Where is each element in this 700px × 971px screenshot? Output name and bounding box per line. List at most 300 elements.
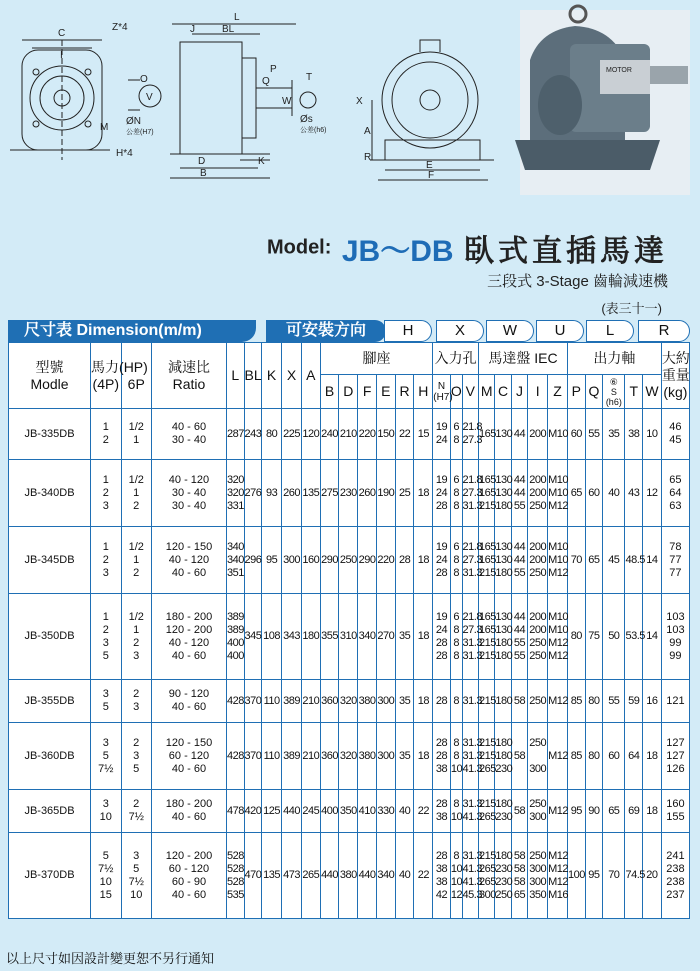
cell-hp4: 1 2 3 5 — [91, 594, 121, 680]
technical-drawings — [0, 0, 700, 200]
cell-w: 16 — [643, 680, 662, 723]
group-motor-flange: 馬達盤 IEC — [478, 343, 567, 375]
cell-hp4: 5 7½ 10 15 — [91, 833, 121, 919]
cell-q: 90 — [585, 790, 603, 833]
cell-p: 60 — [568, 409, 586, 460]
cell-m: 165 165 215 — [478, 527, 494, 594]
cell-c: 180 230 230 250 — [495, 833, 511, 919]
cell-r: 40 — [395, 790, 414, 833]
cell-d: 350 — [339, 790, 358, 833]
cell-bl: 370 — [244, 723, 262, 790]
cell-s: 70 — [603, 833, 625, 919]
cell-b: 440 — [320, 833, 339, 919]
cell-q: 60 — [585, 460, 603, 527]
cell-ratio: 90 - 120 40 - 60 — [151, 680, 226, 723]
dim-label-f: F — [428, 170, 435, 181]
cell-model: JB-360DB — [9, 723, 91, 790]
table-row — [9, 409, 690, 460]
cell-w: 20 — [643, 833, 662, 919]
cell-i: 250 — [528, 680, 548, 723]
cell-b: 400 — [320, 790, 339, 833]
cell-o: 8 10 — [450, 790, 462, 833]
col-v: V — [462, 375, 478, 409]
cell-c: 180 180 230 — [495, 723, 511, 790]
cell-ratio: 40 - 60 30 - 40 — [151, 409, 226, 460]
cell-l: 320 320 331 — [226, 460, 244, 527]
cell-v: 31.3 31.3 41.3 — [462, 723, 478, 790]
motor-nameplate: MOTOR — [606, 67, 632, 74]
dim-label-l: L — [234, 12, 240, 23]
cell-c: 130 130 180 — [495, 460, 511, 527]
col-i: I — [528, 375, 548, 409]
cell-h: 18 — [414, 723, 433, 790]
col-ratio: 減速比 Ratio — [151, 343, 226, 409]
cell-k: 110 — [262, 680, 282, 723]
cell-x: 343 — [282, 594, 302, 680]
cell-o: 6 8 — [450, 409, 462, 460]
cell-m: 165 165 215 — [478, 460, 494, 527]
cell-hp6: 1/2 1 2 3 — [121, 594, 151, 680]
dim-label-e: E — [426, 160, 433, 171]
cell-j: 44 44 55 — [511, 527, 527, 594]
cell-bl: 276 — [244, 460, 262, 527]
direction-r: R — [638, 320, 690, 342]
cell-r: 22 — [395, 409, 414, 460]
cell-x: 389 — [282, 680, 302, 723]
cell-m: 215 265 — [478, 790, 494, 833]
cell-n: 28 38 38 42 — [433, 833, 451, 919]
cell-a: 210 — [301, 723, 320, 790]
cell-e: 340 — [376, 833, 395, 919]
table-row — [9, 594, 690, 680]
cell-model: JB-370DB — [9, 833, 91, 919]
page-title — [0, 226, 668, 270]
cell-b: 355 — [320, 594, 339, 680]
cell-c: 130 — [495, 409, 511, 460]
cell-hp6: 2 3 — [121, 680, 151, 723]
cell-q: 55 — [585, 409, 603, 460]
cell-bl: 296 — [244, 527, 262, 594]
cell-s: 40 — [603, 460, 625, 527]
cell-v: 31.3 — [462, 680, 478, 723]
dim-label-w: W — [282, 96, 292, 107]
col-c: C — [495, 375, 511, 409]
cell-i: 250 300 — [528, 790, 548, 833]
col-b: B — [320, 375, 339, 409]
cell-bl: 470 — [244, 833, 262, 919]
cell-hp6: 2 7½ — [121, 790, 151, 833]
cell-w: 12 — [643, 460, 662, 527]
table-row — [9, 527, 690, 594]
cell-bl: 370 — [244, 680, 262, 723]
cell-ratio: 40 - 120 30 - 40 30 - 40 — [151, 460, 226, 527]
dim-label-p: P — [270, 64, 277, 75]
cell-w: 14 — [643, 527, 662, 594]
cell-d: 250 — [339, 527, 358, 594]
model-name-cn: 臥式直插馬達 — [464, 235, 668, 268]
dim-label-h4: H*4 — [116, 148, 133, 159]
cell-o: 8 — [450, 680, 462, 723]
cell-ratio: 120 - 200 60 - 120 60 - 90 40 - 60 — [151, 833, 226, 919]
cell-f: 380 — [358, 680, 377, 723]
cell-kg: 65 64 63 — [661, 460, 689, 527]
cell-kg: 241 238 238 237 — [661, 833, 689, 919]
col-n: N (H7) — [433, 375, 451, 409]
cell-hp4: 3 10 — [91, 790, 121, 833]
cell-w: 14 — [643, 594, 662, 680]
cell-h: 18 — [414, 680, 433, 723]
cell-h: 18 — [414, 460, 433, 527]
cell-d: 320 — [339, 723, 358, 790]
cell-z: M10 M10 M12 — [548, 460, 568, 527]
cell-z: M12 — [548, 680, 568, 723]
cell-l: 287 — [226, 409, 244, 460]
cell-s: 60 — [603, 723, 625, 790]
col-weight: 大約 重量 (kg) — [661, 343, 689, 409]
cell-l: 478 — [226, 790, 244, 833]
cell-model: JB-340DB — [9, 460, 91, 527]
dim-label-c: C — [58, 28, 66, 39]
cell-kg: 160 155 — [661, 790, 689, 833]
dim-label-z4: Z*4 — [112, 22, 128, 33]
col-f: F — [358, 375, 377, 409]
cell-a: 265 — [301, 833, 320, 919]
col-hp-4p: 馬力(HP) (4P) — [91, 343, 121, 409]
cell-l: 428 — [226, 680, 244, 723]
dimension-table-tab: 尺寸表 Dimension(m/m) — [8, 320, 256, 342]
cell-t: 43 — [625, 460, 643, 527]
cell-x: 300 — [282, 527, 302, 594]
cell-z: M12 — [548, 790, 568, 833]
cell-a: 160 — [301, 527, 320, 594]
cell-d: 380 — [339, 833, 358, 919]
col-w: W — [643, 375, 662, 409]
cell-o: 6 8 8 — [450, 460, 462, 527]
cell-m: 215 265 265 300 — [478, 833, 494, 919]
cell-r: 25 — [395, 460, 414, 527]
col-e: E — [376, 375, 395, 409]
cell-hp4: 1 2 — [91, 409, 121, 460]
cell-t: 48.5 — [625, 527, 643, 594]
cell-n: 19 24 — [433, 409, 451, 460]
cell-bl: 243 — [244, 409, 262, 460]
cell-d: 320 — [339, 680, 358, 723]
cell-r: 35 — [395, 723, 414, 790]
cell-kg: 127 127 126 — [661, 723, 689, 790]
cell-w: 18 — [643, 723, 662, 790]
table-row — [9, 680, 690, 723]
cell-n: 28 — [433, 680, 451, 723]
dim-label-s: Øs — [300, 114, 313, 125]
cell-r: 28 — [395, 527, 414, 594]
col-bl: BL — [244, 343, 262, 409]
dimension-table — [8, 342, 690, 919]
gear-motor-photo — [515, 6, 690, 195]
cell-model: JB-345DB — [9, 527, 91, 594]
col-hp-6p: 6P — [121, 343, 151, 409]
cell-a: 135 — [301, 460, 320, 527]
cell-model: JB-355DB — [9, 680, 91, 723]
table-row — [9, 460, 690, 527]
cell-e: 190 — [376, 460, 395, 527]
cell-z: M12 M12 M12 M16 — [548, 833, 568, 919]
cell-ratio: 180 - 200 40 - 60 — [151, 790, 226, 833]
cell-s: 50 — [603, 594, 625, 680]
cell-r: 40 — [395, 833, 414, 919]
cell-model: JB-365DB — [9, 790, 91, 833]
cell-z: M12 — [548, 723, 568, 790]
footnote: 以上尺寸如因設計變更恕不另行通知 — [6, 951, 215, 966]
cell-k: 93 — [262, 460, 282, 527]
cell-p: 85 — [568, 680, 586, 723]
dim-label-m: M — [100, 122, 109, 133]
cell-a: 120 — [301, 409, 320, 460]
col-j: J — [511, 375, 527, 409]
model-label: Model: — [266, 236, 332, 259]
cell-m: 215 — [478, 680, 494, 723]
group-input-hole: 入力孔 — [433, 343, 479, 375]
cell-p: 95 — [568, 790, 586, 833]
side-view-drawing — [170, 24, 316, 178]
cell-r: 35 — [395, 594, 414, 680]
end-view-drawing — [370, 40, 494, 180]
table-row — [9, 723, 690, 790]
group-base: 腳座 — [320, 343, 433, 375]
cell-j: 58 — [511, 680, 527, 723]
cell-p: 80 — [568, 594, 586, 680]
cell-bl: 420 — [244, 790, 262, 833]
cell-j: 44 44 55 — [511, 460, 527, 527]
cell-model: JB-350DB — [9, 594, 91, 680]
table-number: (表三十一) — [601, 301, 662, 316]
cell-t: 38 — [625, 409, 643, 460]
cell-v: 21.8 27.3 31.3 — [462, 527, 478, 594]
cell-d: 210 — [339, 409, 358, 460]
cell-w: 18 — [643, 790, 662, 833]
col-h: H — [414, 375, 433, 409]
cell-q: 65 — [585, 527, 603, 594]
dim-label-n-tol: 公差(H7) — [126, 129, 154, 136]
cell-f: 290 — [358, 527, 377, 594]
cell-c: 180 — [495, 680, 511, 723]
dim-label-a: A — [364, 126, 371, 137]
front-view-drawing — [10, 40, 161, 160]
cell-m: 215 215 265 — [478, 723, 494, 790]
col-m: M — [478, 375, 494, 409]
cell-hp6: 1/2 1 2 — [121, 527, 151, 594]
dim-label-d: D — [198, 156, 206, 167]
cell-model: JB-335DB — [9, 409, 91, 460]
cell-i: 200 200 250 250 — [528, 594, 548, 680]
cell-b: 240 — [320, 409, 339, 460]
cell-o: 8 8 10 — [450, 723, 462, 790]
col-x: X — [282, 343, 302, 409]
dim-label-b: B — [200, 168, 207, 179]
cell-v: 21.8 27.3 — [462, 409, 478, 460]
cell-x: 389 — [282, 723, 302, 790]
cell-c: 130 130 180 180 — [495, 594, 511, 680]
direction-x: X — [436, 320, 484, 342]
col-o: O — [450, 375, 462, 409]
dim-label-t: T — [306, 72, 313, 83]
dim-label-bl: BL — [222, 24, 235, 35]
dim-label-x: X — [356, 96, 363, 107]
cell-h: 22 — [414, 833, 433, 919]
cell-f: 340 — [358, 594, 377, 680]
cell-l: 428 — [226, 723, 244, 790]
cell-x: 440 — [282, 790, 302, 833]
cell-k: 108 — [262, 594, 282, 680]
dim-label-s-tol: 公差(h6) — [300, 127, 327, 134]
cell-e: 300 — [376, 680, 395, 723]
cell-t: 53.5 — [625, 594, 643, 680]
cell-z: M10 M10 M12 — [548, 527, 568, 594]
cell-e: 220 — [376, 527, 395, 594]
cell-i: 200 200 250 — [528, 527, 548, 594]
cell-hp6: 1/2 1 — [121, 409, 151, 460]
cell-j: 44 44 55 55 — [511, 594, 527, 680]
cell-r: 35 — [395, 680, 414, 723]
cell-x: 225 — [282, 409, 302, 460]
table-row — [9, 833, 690, 919]
cell-e: 270 — [376, 594, 395, 680]
cell-kg: 103 103 99 99 — [661, 594, 689, 680]
cell-v: 21.8 27.3 31.3 31.3 — [462, 594, 478, 680]
dim-label-j: J — [190, 24, 195, 35]
col-l: L — [226, 343, 244, 409]
cell-s: 45 — [603, 527, 625, 594]
col-a: A — [301, 343, 320, 409]
col-s: ⑥ S (h6) — [603, 375, 625, 409]
cell-j: 58 — [511, 790, 527, 833]
dimension-tab-bar — [8, 320, 690, 342]
cell-v: 31.3 41.3 41.3 45.3 — [462, 833, 478, 919]
cell-h: 18 — [414, 594, 433, 680]
col-q: Q — [585, 375, 603, 409]
cell-n: 28 38 — [433, 790, 451, 833]
cell-hp4: 1 2 3 — [91, 460, 121, 527]
cell-kg: 46 45 — [661, 409, 689, 460]
cell-n: 19 24 28 — [433, 460, 451, 527]
dim-label-o: O — [140, 74, 148, 85]
cell-t: 69 — [625, 790, 643, 833]
cell-e: 150 — [376, 409, 395, 460]
cell-hp4: 3 5 — [91, 680, 121, 723]
cell-a: 210 — [301, 680, 320, 723]
cell-b: 360 — [320, 680, 339, 723]
cell-f: 410 — [358, 790, 377, 833]
cell-q: 80 — [585, 723, 603, 790]
col-k: K — [262, 343, 282, 409]
dim-label-n: ØN — [126, 116, 141, 127]
cell-s: 65 — [603, 790, 625, 833]
cell-t: 59 — [625, 680, 643, 723]
cell-hp6: 1/2 1 2 — [121, 460, 151, 527]
col-p: P — [568, 375, 586, 409]
dim-label-k: K — [258, 156, 265, 167]
cell-m: 165 165 215 215 — [478, 594, 494, 680]
cell-q: 80 — [585, 680, 603, 723]
cell-j: 58 58 58 65 — [511, 833, 527, 919]
cell-b: 360 — [320, 723, 339, 790]
cell-o: 8 10 10 12 — [450, 833, 462, 919]
cell-t: 64 — [625, 723, 643, 790]
cell-e: 330 — [376, 790, 395, 833]
subtitle: 三段式 3-Stage 齒輪減速機 — [487, 273, 668, 290]
cell-j: 58 — [511, 723, 527, 790]
cell-z: M10 M10 M12 M12 — [548, 594, 568, 680]
col-z: Z — [548, 375, 568, 409]
cell-t: 74.5 — [625, 833, 643, 919]
col-r: R — [395, 375, 414, 409]
cell-d: 230 — [339, 460, 358, 527]
cell-h: 15 — [414, 409, 433, 460]
cell-q: 75 — [585, 594, 603, 680]
cell-s: 55 — [603, 680, 625, 723]
cell-s: 35 — [603, 409, 625, 460]
cell-f: 260 — [358, 460, 377, 527]
direction-h: H — [384, 320, 432, 342]
cell-n: 28 28 38 — [433, 723, 451, 790]
cell-f: 440 — [358, 833, 377, 919]
cell-q: 95 — [585, 833, 603, 919]
cell-i: 200 200 250 — [528, 460, 548, 527]
cell-i: 250 300 300 350 — [528, 833, 548, 919]
cell-bl: 345 — [244, 594, 262, 680]
col-model: 型號 Modle — [9, 343, 91, 409]
cell-x: 260 — [282, 460, 302, 527]
cell-hp6: 3 5 7½ 10 — [121, 833, 151, 919]
direction-w: W — [486, 320, 534, 342]
cell-k: 110 — [262, 723, 282, 790]
cell-ratio: 120 - 150 40 - 120 40 - 60 — [151, 527, 226, 594]
cell-a: 180 — [301, 594, 320, 680]
cell-h: 22 — [414, 790, 433, 833]
dim-label-q: Q — [262, 76, 270, 87]
direction-u: U — [536, 320, 584, 342]
cell-e: 300 — [376, 723, 395, 790]
cell-p: 85 — [568, 723, 586, 790]
col-t: T — [625, 375, 643, 409]
cell-n: 19 24 28 — [433, 527, 451, 594]
cell-l: 389 389 400 400 — [226, 594, 244, 680]
mount-direction-tab: 可安裝方向 — [266, 320, 386, 342]
cell-x: 473 — [282, 833, 302, 919]
cell-ratio: 120 - 150 60 - 120 40 - 60 — [151, 723, 226, 790]
group-output-shaft: 出力軸 — [568, 343, 662, 375]
cell-kg: 78 77 77 — [661, 527, 689, 594]
cell-k: 80 — [262, 409, 282, 460]
cell-hp6: 2 3 5 — [121, 723, 151, 790]
dim-label-v: V — [146, 92, 153, 103]
cell-f: 220 — [358, 409, 377, 460]
cell-w: 10 — [643, 409, 662, 460]
cell-ratio: 180 - 200 120 - 200 40 - 120 40 - 60 — [151, 594, 226, 680]
col-d: D — [339, 375, 358, 409]
cell-c: 130 130 180 — [495, 527, 511, 594]
cell-a: 245 — [301, 790, 320, 833]
table-row — [9, 790, 690, 833]
cell-z: M10 — [548, 409, 568, 460]
model-code: JB～DB — [341, 235, 454, 268]
cell-l: 528 528 528 535 — [226, 833, 244, 919]
cell-v: 31.3 41.3 — [462, 790, 478, 833]
cell-n: 19 24 28 28 — [433, 594, 451, 680]
cell-h: 18 — [414, 527, 433, 594]
cell-l: 340 340 351 — [226, 527, 244, 594]
cell-f: 380 — [358, 723, 377, 790]
cell-k: 135 — [262, 833, 282, 919]
